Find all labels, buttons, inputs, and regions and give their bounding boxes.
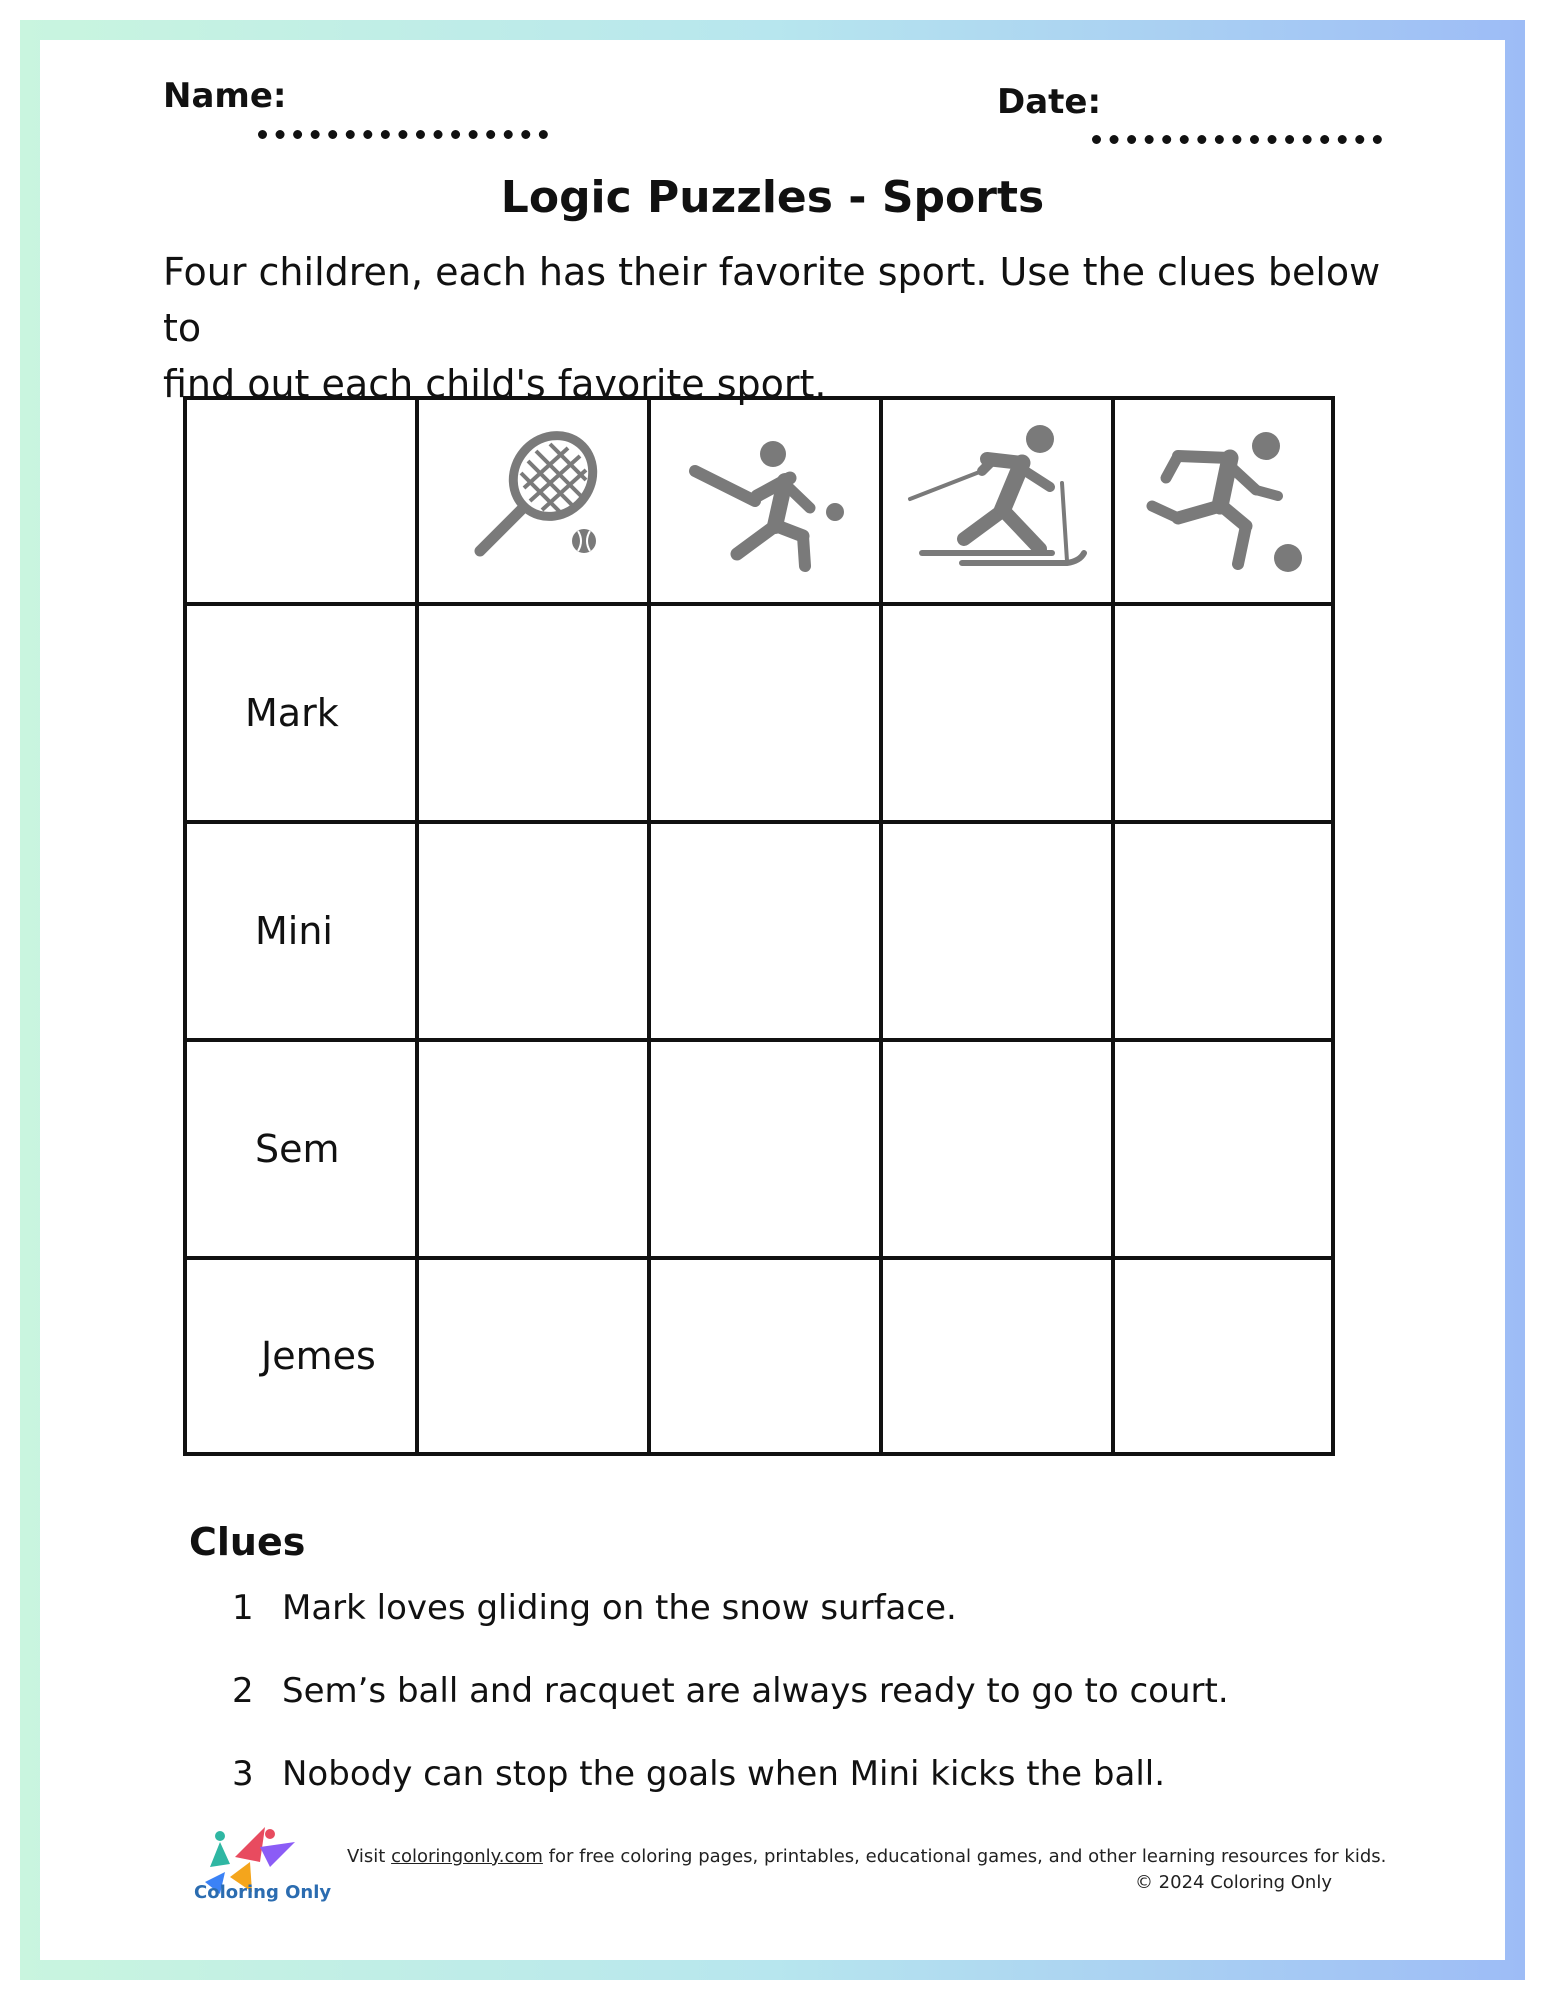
cricket-icon: [685, 426, 845, 576]
grid-answer-cell[interactable]: [1113, 822, 1333, 1040]
clue-item: [232, 1754, 1165, 1794]
clue-text: Nobody can stop the goals when Mini kicks the ball.: [282, 1754, 1166, 1794]
grid-row: [185, 822, 1333, 1040]
child-name-cell: [185, 1258, 417, 1454]
clue-number: 1: [232, 1588, 254, 1628]
logic-grid: [183, 396, 1335, 1456]
sport-header-soccer: [1113, 398, 1333, 604]
clue-text: Sem’s ball and racquet are always ready to go to court.: [282, 1671, 1229, 1711]
footer-link[interactable]: coloringonly.com: [391, 1846, 543, 1867]
grid-answer-cell[interactable]: [649, 604, 881, 822]
clue-item: [232, 1588, 957, 1628]
child-name: Sem: [255, 1127, 340, 1171]
logo-text: Coloring Only: [194, 1882, 332, 1903]
sport-header-cricket: [649, 398, 881, 604]
child-name: Jemes: [261, 1334, 376, 1378]
grid-answer-cell[interactable]: [417, 822, 649, 1040]
intro-line-2: find out each child's favorite sport.: [163, 362, 827, 406]
sport-header-skiing: [881, 398, 1113, 604]
name-label: Name:: [163, 76, 287, 116]
child-name: Mini: [255, 909, 333, 953]
grid-corner-cell: [185, 398, 417, 604]
grid-answer-cell[interactable]: [881, 604, 1113, 822]
grid-answer-cell[interactable]: [417, 1258, 649, 1454]
grid-answer-cell[interactable]: [1113, 604, 1333, 822]
grid-answer-cell[interactable]: [881, 1258, 1113, 1454]
tennis-icon: [458, 426, 608, 576]
grid-answer-cell[interactable]: [417, 604, 649, 822]
skiing-icon: [902, 421, 1092, 581]
grid-answer-cell[interactable]: [1113, 1258, 1333, 1454]
grid-answer-cell[interactable]: [649, 822, 881, 1040]
date-line[interactable]: [1092, 135, 1382, 144]
grid-row: [185, 604, 1333, 822]
page-title: Logic Puzzles - Sports: [500, 172, 1045, 223]
grid-answer-cell[interactable]: [881, 822, 1113, 1040]
footer-visit-text: [347, 1846, 1386, 1867]
intro-text: [163, 244, 1423, 412]
child-name-cell: [185, 822, 417, 1040]
grid-row: [185, 1040, 1333, 1258]
grid-answer-cell[interactable]: [649, 1040, 881, 1258]
footer-rest: for free coloring pages, printables, educational games, and other learning resources for kids.: [542, 1846, 1387, 1867]
clue-number: 3: [232, 1754, 254, 1794]
footer-copyright: © 2024 Coloring Only: [1134, 1872, 1332, 1893]
clue-text: Mark loves gliding on the snow surface.: [282, 1588, 957, 1628]
grid-answer-cell[interactable]: [1113, 1040, 1333, 1258]
clue-number: 2: [232, 1671, 254, 1711]
child-name-cell: [185, 604, 417, 822]
grid-answer-cell[interactable]: [417, 1040, 649, 1258]
name-line[interactable]: [258, 130, 548, 139]
footer-visit: Visit: [347, 1846, 392, 1867]
grid-answer-cell[interactable]: [881, 1040, 1113, 1258]
clues-heading: Clues: [189, 1520, 306, 1564]
child-name-cell: [185, 1040, 417, 1258]
child-name: Mark: [245, 691, 339, 735]
grid-header-row: [185, 398, 1333, 604]
clue-item: [232, 1671, 1229, 1711]
sport-header-tennis: [417, 398, 649, 604]
intro-line-1: Four children, each has their favorite sport. Use the clues below to: [163, 250, 1381, 350]
soccer-icon: [1138, 426, 1308, 576]
grid-answer-cell[interactable]: [649, 1258, 881, 1454]
grid-row: [185, 1258, 1333, 1454]
date-label: Date:: [997, 82, 1102, 122]
